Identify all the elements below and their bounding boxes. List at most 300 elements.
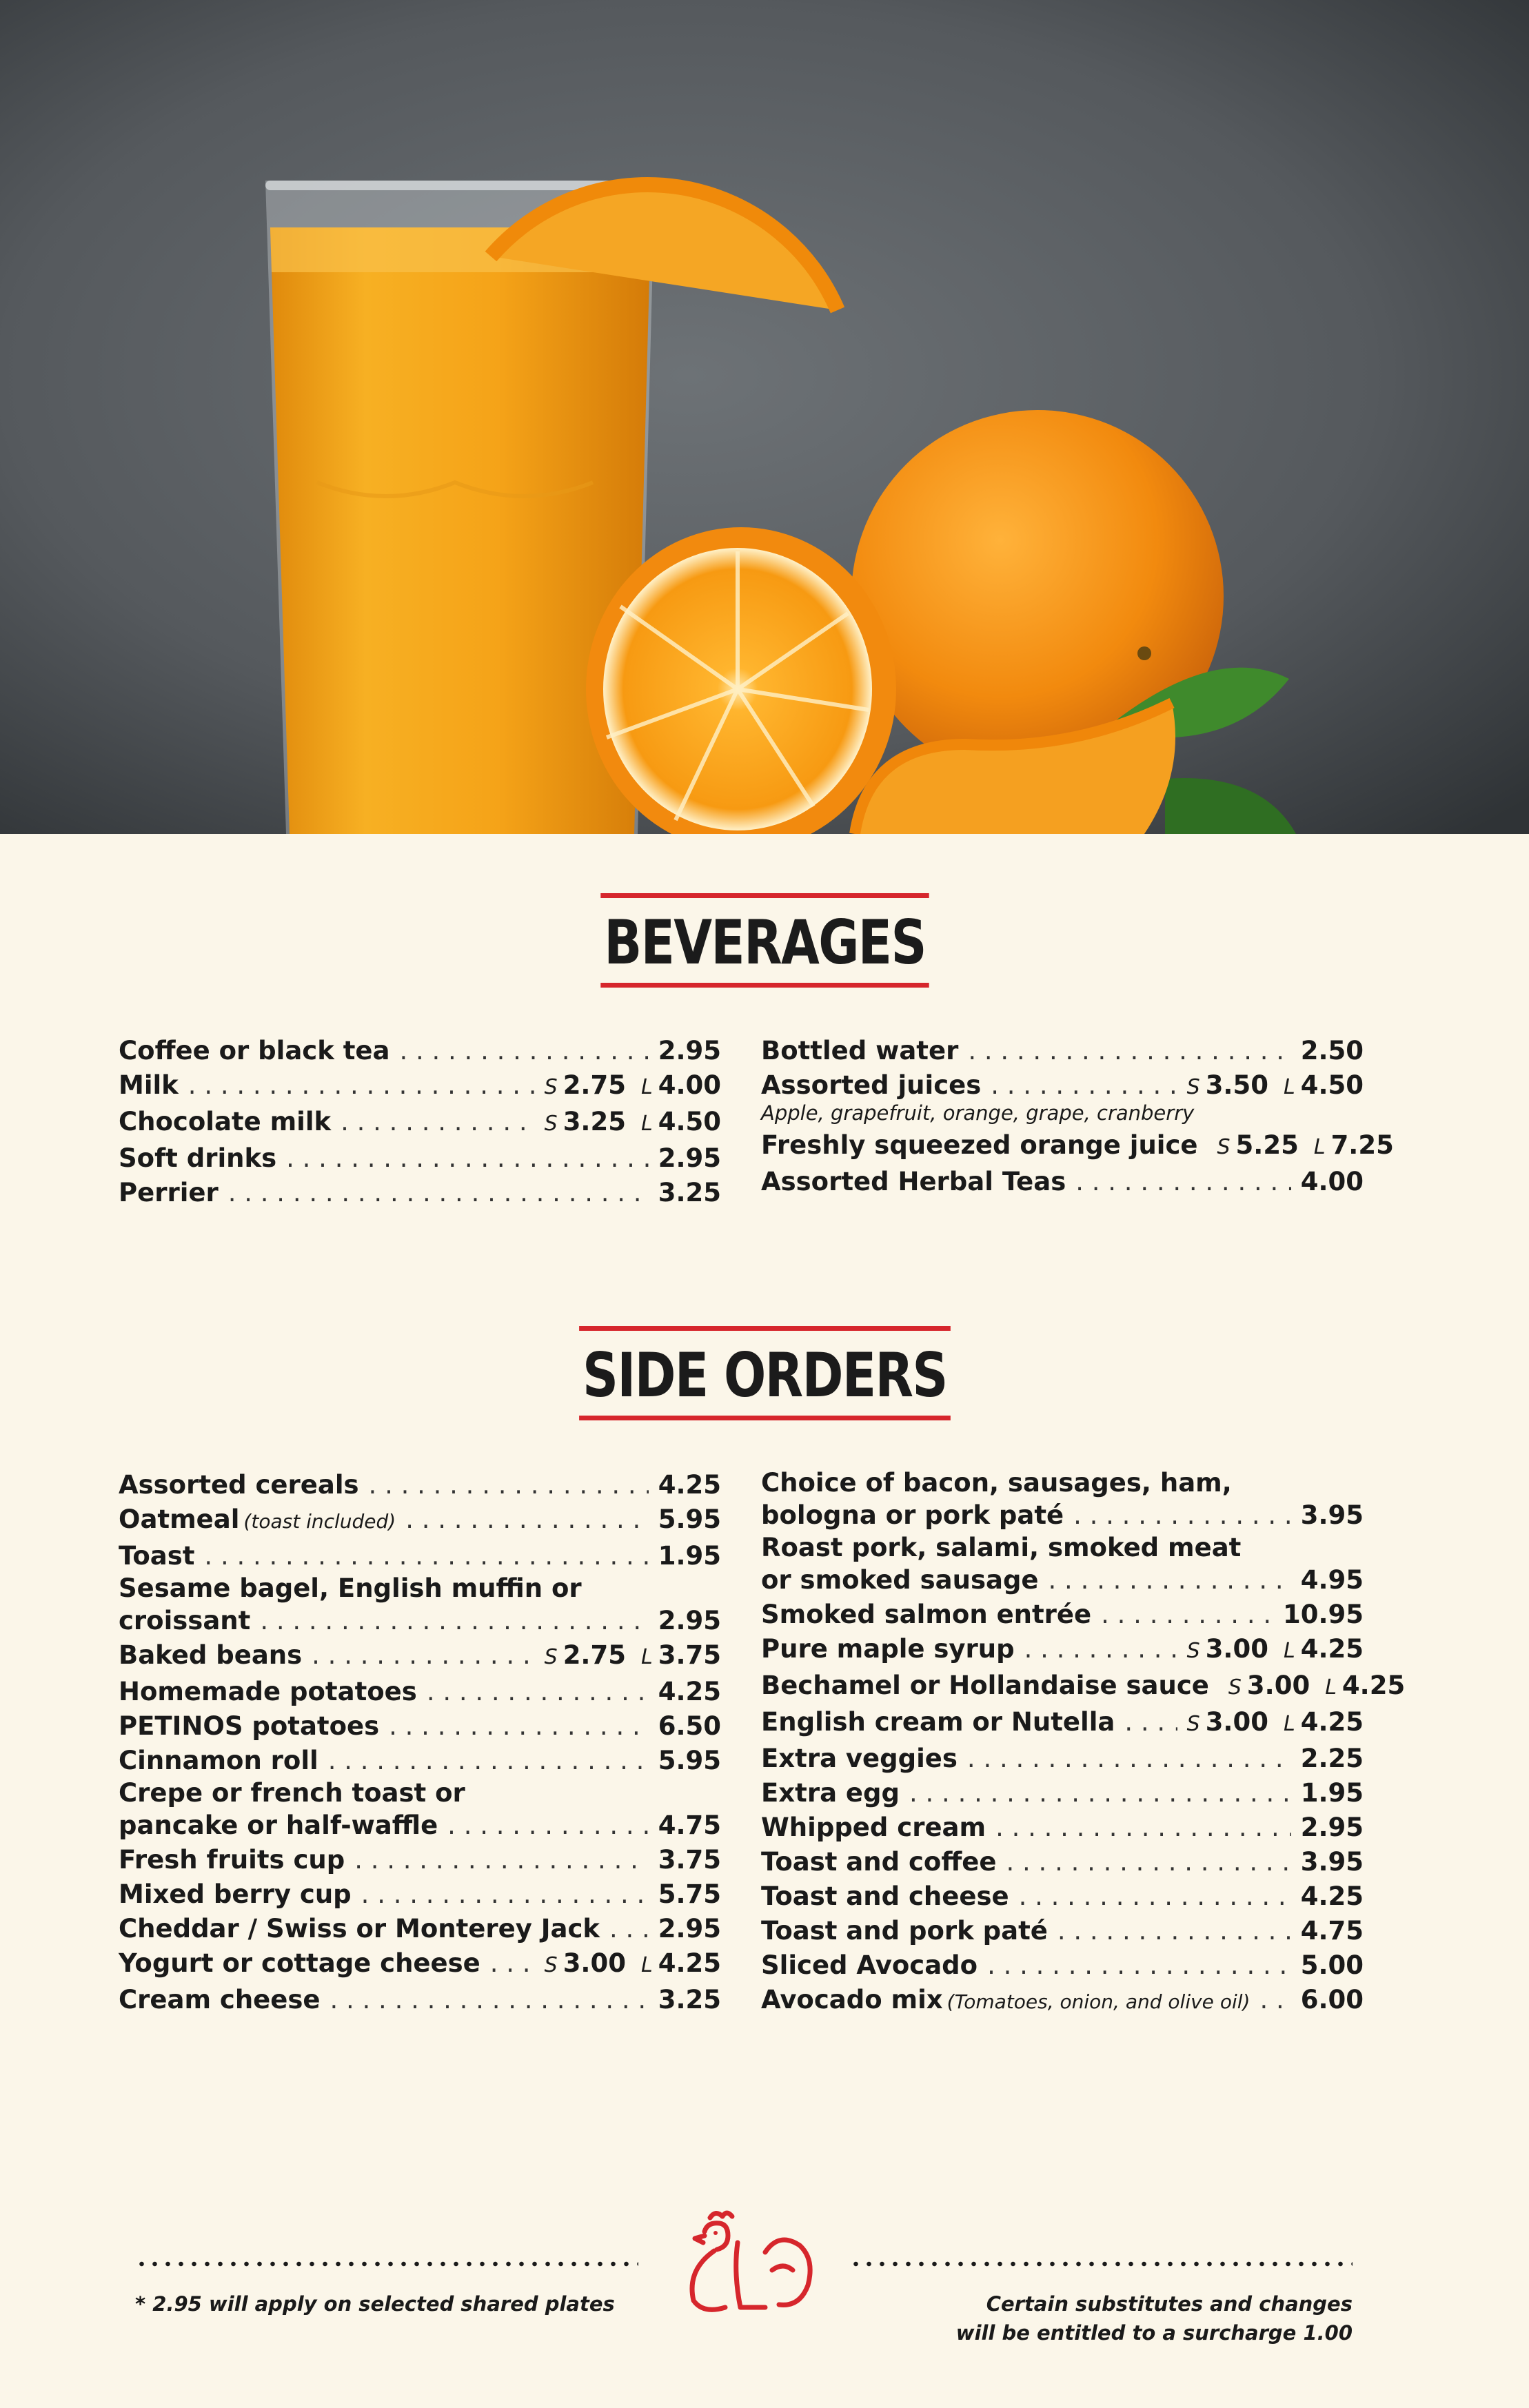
menu-item-name-text: Soft drinks: [119, 1143, 277, 1173]
menu-item-row: [761, 1598, 1364, 1632]
dot-leader: [1006, 1845, 1291, 1879]
menu-item-name-text: Assorted juices: [761, 1070, 982, 1100]
menu-item-row: [761, 1776, 1364, 1810]
menu-item-row: [119, 1468, 721, 1502]
menu-item-price: [545, 1638, 721, 1675]
size-label-small: S: [544, 1112, 558, 1136]
small-size-price: [545, 1070, 626, 1100]
menu-item-row: [119, 1946, 721, 1983]
menu-item: [119, 1502, 721, 1539]
menu-item-price: [1301, 1845, 1364, 1879]
dot-leader: [1101, 1598, 1273, 1632]
menu-item-row: [119, 1604, 721, 1638]
menu-item: [761, 1948, 1364, 1983]
menu-item: [761, 1776, 1364, 1810]
price-value: 2.95: [658, 1036, 721, 1065]
menu-item-name-text: or smoked sausage: [761, 1565, 1039, 1595]
menu-item: [119, 1176, 721, 1210]
price-small: 3.25: [563, 1107, 626, 1136]
large-size-price: [1325, 1671, 1405, 1700]
menu-item: [119, 1638, 721, 1675]
dot-leader: [405, 1502, 648, 1537]
footer-dotted-rule-left: [135, 2261, 638, 2267]
menu-item: [761, 1914, 1364, 1948]
menu-item: [761, 1533, 1364, 1598]
large-size-price: [1284, 1634, 1364, 1664]
menu-item-name: [761, 1845, 997, 1879]
menu-item-row: [761, 1914, 1364, 1948]
menu-item-name: [119, 1141, 276, 1176]
size-label-large: L: [640, 1953, 653, 1977]
size-label-large: L: [1313, 1135, 1326, 1159]
dot-leader: [995, 1810, 1291, 1845]
heading-rule-top: [579, 1326, 951, 1331]
menu-item-name: [119, 1744, 318, 1778]
menu-item-name-text: Bottled water: [761, 1036, 959, 1065]
menu-item-name: [119, 1034, 389, 1068]
menu-item-price: [658, 1539, 721, 1573]
price-large: 3.75: [658, 1640, 721, 1670]
heading-rule-bottom: [600, 983, 929, 988]
menu-item-name-text: Perrier: [119, 1178, 219, 1207]
menu-item-name-text: Extra veggies: [761, 1744, 958, 1773]
menu-item: [119, 1946, 721, 1983]
hero-photo: [0, 0, 1529, 834]
menu-item-name-text: Assorted cereals: [119, 1470, 359, 1500]
menu-item-row: [119, 1105, 721, 1141]
footer-left-note: * 2.95 will apply on selected shared plates: [135, 2292, 615, 2316]
menu-item-price: [1301, 1165, 1364, 1199]
menu-item-row: [761, 1068, 1364, 1105]
menu-item-name-text: Freshly squeezed orange juice: [761, 1130, 1198, 1160]
size-label-small: S: [544, 1953, 558, 1977]
price-value: 10.95: [1282, 1600, 1364, 1629]
dot-leader: [991, 1068, 1177, 1103]
size-label-small: S: [1228, 1675, 1242, 1700]
menu-item: [119, 1983, 721, 2017]
small-size-price: [1217, 1130, 1299, 1160]
menu-item-name: [119, 1176, 219, 1210]
menu-item-price: [658, 1983, 721, 2017]
menu-item-row: [761, 1669, 1406, 1705]
dot-leader: [260, 1604, 648, 1638]
menu-item-price: [1301, 1983, 1364, 2017]
menu-item-row: [761, 1948, 1364, 1983]
menu-item-price: [658, 1843, 721, 1877]
menu-item-name: [119, 1105, 331, 1139]
menu-item-name-text: Avocado mix: [761, 1985, 943, 2014]
menu-item-name: [761, 1128, 1198, 1163]
menu-item-name-text: Sliced Avocado: [761, 1950, 978, 1980]
menu-item-name: [119, 1946, 480, 1981]
footer-right-note: [956, 2289, 1353, 2347]
size-label-small: S: [544, 1645, 558, 1669]
menu-item-price: [1301, 1498, 1364, 1533]
menu-item-price: [658, 1808, 721, 1843]
menu-item-name: [761, 1983, 1250, 2019]
menu-item-name: [119, 1843, 345, 1877]
menu-item-name-text: Toast and cheese: [761, 1881, 1009, 1911]
dot-leader: [967, 1742, 1291, 1776]
menu-item-row: [119, 1983, 721, 2017]
price-value: 4.95: [1300, 1565, 1364, 1595]
price-large: 4.25: [1300, 1707, 1364, 1737]
menu-item: [119, 1034, 721, 1068]
small-size-price: [545, 1107, 626, 1136]
menu-item-price: [545, 1946, 721, 1983]
price-value: 5.95: [658, 1504, 721, 1534]
menu-item-price: [658, 1176, 721, 1210]
menu-item: [761, 1165, 1364, 1199]
menu-item-row: [761, 1165, 1364, 1199]
menu-item-name-text: Toast and pork paté: [761, 1916, 1048, 1946]
menu-item-price: [545, 1068, 721, 1105]
menu-item-name: [761, 1879, 1009, 1914]
menu-item-name-text: Whipped cream: [761, 1813, 986, 1842]
menu-item: [119, 1573, 721, 1638]
menu-item-name: [761, 1669, 1209, 1703]
size-label-large: L: [1283, 1075, 1295, 1099]
menu-item-name-text: Bechamel or Hollandaise sauce: [761, 1671, 1209, 1700]
beverages-right-column: [761, 1034, 1394, 1199]
price-value: 3.25: [658, 1178, 721, 1207]
dot-leader: [1049, 1563, 1291, 1598]
menu-item-price: [1301, 1879, 1364, 1914]
dot-leader: [228, 1176, 649, 1210]
menu-item: [119, 1744, 721, 1778]
menu-item-name-line1: Crepe or french toast or: [119, 1778, 465, 1808]
menu-item-price: [658, 1604, 721, 1638]
menu-item: [119, 1141, 721, 1176]
menu-item: [761, 1742, 1364, 1776]
price-large: 4.00: [658, 1070, 721, 1100]
price-value: 2.25: [1300, 1744, 1364, 1773]
menu-item-name: [761, 1914, 1048, 1948]
price-value: 6.50: [658, 1711, 721, 1741]
menu-item-row: [119, 1539, 721, 1573]
menu-item: [761, 1879, 1364, 1914]
menu-item-row: [119, 1176, 721, 1210]
menu-item-name: [761, 1034, 958, 1068]
price-value: 5.95: [658, 1746, 721, 1775]
menu-item-row: [761, 1879, 1364, 1914]
menu-item-name-text: pancake or half-waffle: [119, 1810, 438, 1840]
price-value: 4.25: [658, 1677, 721, 1706]
large-size-price: [641, 1070, 721, 1100]
menu-item-row: [761, 1034, 1364, 1068]
price-value: 4.25: [658, 1470, 721, 1500]
price-value: 1.95: [1300, 1778, 1364, 1808]
orange-juice-photo: [0, 0, 1529, 834]
large-size-price: [1314, 1130, 1394, 1160]
price-value: 3.95: [1300, 1847, 1364, 1877]
small-size-price: [1187, 1634, 1268, 1664]
price-small: 2.75: [563, 1640, 626, 1670]
large-size-price: [1284, 1707, 1364, 1737]
menu-item-inline-note: (Tomatoes, onion, and olive oil): [946, 1990, 1250, 2013]
menu-item-price: [545, 1105, 721, 1141]
menu-item-row: [119, 1709, 721, 1744]
menu-item-name-text: Toast and coffee: [761, 1847, 997, 1877]
menu-item-name-text: Extra egg: [761, 1778, 900, 1808]
menu-item-name-line1: Roast pork, salami, smoked meat: [761, 1533, 1242, 1562]
menu-item-price: [658, 1141, 721, 1176]
menu-item: [119, 1675, 721, 1709]
large-size-price: [641, 1107, 721, 1136]
menu-item-name: [119, 1638, 302, 1673]
price-value: 4.00: [1300, 1167, 1364, 1196]
menu-item-name-text: croissant: [119, 1606, 251, 1635]
menu-item-row: [761, 1498, 1364, 1533]
menu-item: [761, 1845, 1364, 1879]
size-label-small: S: [1217, 1135, 1231, 1159]
menu-item: [761, 1632, 1364, 1669]
menu-item-name: [119, 1468, 359, 1502]
menu-item-row: [119, 1141, 721, 1176]
dot-leader: [361, 1877, 649, 1912]
menu-item-row: [119, 1744, 721, 1778]
size-label-small: S: [1186, 1712, 1200, 1736]
menu-item-price: [1187, 1068, 1364, 1105]
price-value: 2.50: [1300, 1036, 1364, 1065]
menu-item-row: [761, 1128, 1394, 1165]
footer-right-note-line2: will be entitled to a surcharge 1.00: [955, 2321, 1353, 2345]
menu-item-row: [761, 1563, 1364, 1598]
price-value: 3.25: [658, 1985, 721, 2014]
rooster-logo-icon: [662, 2204, 827, 2321]
beverages-heading: [600, 893, 929, 988]
menu-item-price: [1187, 1632, 1364, 1669]
dot-leader: [389, 1709, 649, 1744]
price-large: 7.25: [1330, 1130, 1394, 1160]
menu-item-name: [119, 1068, 179, 1103]
menu-item-price: [1301, 1810, 1364, 1845]
menu-item: [119, 1468, 721, 1502]
dot-leader: [312, 1638, 534, 1673]
footer-dotted-rule-right: [849, 2261, 1353, 2267]
menu-item-name-text: English cream or Nutella: [761, 1707, 1115, 1737]
price-value: 3.75: [658, 1845, 721, 1875]
small-size-price: [545, 1948, 626, 1978]
menu-item: [119, 1105, 721, 1141]
small-size-price: [1228, 1671, 1310, 1700]
menu-item-name: [119, 1877, 352, 1912]
price-value: 6.00: [1300, 1985, 1364, 2014]
menu-item-name-text: Toast: [119, 1541, 195, 1571]
menu-item-name-line1: Choice of bacon, sausages, ham,: [761, 1468, 1232, 1498]
dot-leader: [369, 1468, 649, 1502]
dot-leader: [909, 1776, 1291, 1810]
menu-item-row: [119, 1034, 721, 1068]
menu-item-row: [119, 1843, 721, 1877]
menu-item-name-text: Cream cheese: [119, 1985, 321, 2014]
heading-rule-top: [600, 893, 929, 898]
menu-item-price: [658, 1502, 721, 1537]
dot-leader: [1057, 1914, 1291, 1948]
menu-item-price: [1301, 1034, 1364, 1068]
menu-item-price: [1283, 1598, 1364, 1632]
price-value: 2.95: [658, 1914, 721, 1943]
size-label-large: L: [640, 1645, 653, 1669]
price-value: 2.95: [658, 1143, 721, 1173]
menu-item-price: [658, 1468, 721, 1502]
price-large: 4.50: [658, 1107, 721, 1136]
menu-item-row: [761, 1705, 1364, 1742]
menu-item: [119, 1912, 721, 1946]
menu-item-name: [761, 1705, 1115, 1739]
price-value: 4.75: [658, 1810, 721, 1840]
menu-item-name: [119, 1983, 320, 2017]
price-small: 3.00: [563, 1948, 626, 1978]
menu-item-name: [761, 1165, 1066, 1199]
menu-item-price: [658, 1912, 721, 1946]
menu-item-price: [1301, 1914, 1364, 1948]
menu-item-price: [1301, 1948, 1364, 1983]
menu-item-name: [761, 1810, 986, 1845]
menu-item-row: [119, 1877, 721, 1912]
menu-item: [119, 1843, 721, 1877]
price-large: 4.25: [1300, 1634, 1364, 1664]
price-value: 4.25: [1300, 1881, 1364, 1911]
price-value: 5.75: [658, 1879, 721, 1909]
dot-leader: [609, 1912, 649, 1946]
menu-item-row: [119, 1912, 721, 1946]
menu-item-name-text: Mixed berry cup: [119, 1879, 352, 1909]
price-small: 2.75: [563, 1070, 626, 1100]
heading-rule-bottom: [579, 1416, 951, 1420]
menu-item: [119, 1709, 721, 1744]
footer-right-note-line1: Certain substitutes and changes: [986, 2292, 1353, 2316]
menu-item-row: [119, 1638, 721, 1675]
menu-item-price: [658, 1744, 721, 1778]
dot-leader: [490, 1946, 535, 1981]
menu-item-row: [119, 1502, 721, 1539]
price-small: 3.00: [1246, 1671, 1310, 1700]
menu-item: [761, 1598, 1364, 1632]
dot-leader: [1024, 1632, 1177, 1666]
menu-item-name: [119, 1912, 600, 1946]
menu-item-name: [761, 1563, 1039, 1598]
menu-item-price: [1217, 1128, 1394, 1165]
menu-item: [119, 1877, 721, 1912]
small-size-price: [1187, 1070, 1268, 1100]
dot-leader: [286, 1141, 649, 1176]
menu-item: [761, 1983, 1364, 2019]
side-orders-title: SIDE ORDERS: [582, 1340, 947, 1411]
menu-item-name: [119, 1539, 194, 1573]
menu-item: [761, 1034, 1364, 1068]
side-orders-left-column: [119, 1468, 721, 2017]
beverages-left-column: [119, 1034, 721, 1210]
menu-item: [761, 1669, 1406, 1705]
menu-item-name-text: bologna or pork paté: [761, 1500, 1064, 1530]
menu-item: [119, 1068, 721, 1105]
size-label-large: L: [640, 1075, 653, 1099]
menu-item: [761, 1128, 1394, 1165]
menu-item-price: [1187, 1705, 1364, 1742]
small-size-price: [545, 1640, 626, 1670]
menu-item-name-text: Yogurt or cottage cheese: [119, 1948, 480, 1978]
menu-item-name: [119, 1808, 438, 1843]
menu-item-name-text: Cinnamon roll: [119, 1746, 318, 1775]
small-size-price: [1187, 1707, 1268, 1737]
menu-item-name-text: Pure maple syrup: [761, 1634, 1015, 1664]
dot-leader: [1075, 1165, 1290, 1199]
menu-item-name-text: Milk: [119, 1070, 179, 1100]
dot-leader: [447, 1808, 649, 1843]
menu-item-name: [761, 1948, 978, 1983]
price-large: 4.25: [1341, 1671, 1406, 1700]
menu-item-name: [761, 1632, 1015, 1666]
menu-item-name-text: Baked beans: [119, 1640, 303, 1670]
menu-item-name: [761, 1068, 981, 1103]
menu-item-row: [761, 1632, 1364, 1669]
dot-leader: [399, 1034, 648, 1068]
menu-item-row: [119, 1808, 721, 1843]
dot-leader: [1124, 1705, 1177, 1739]
menu-item-name-text: PETINOS potatoes: [119, 1711, 380, 1741]
menu-item-name-text: Coffee or black tea: [119, 1036, 390, 1065]
menu-item-name: [119, 1502, 396, 1539]
price-value: 3.95: [1300, 1500, 1364, 1530]
menu-item-inline-note: (toast included): [243, 1510, 396, 1533]
menu-item-price: [1301, 1563, 1364, 1598]
dot-leader: [204, 1539, 648, 1573]
dot-leader: [427, 1675, 649, 1709]
menu-item-row: [761, 1983, 1364, 2019]
price-value: 2.95: [1300, 1813, 1364, 1842]
menu-item-row: [761, 1810, 1364, 1845]
menu-item: [119, 1539, 721, 1573]
menu-item-row: [761, 1742, 1364, 1776]
menu-item-price: [1228, 1669, 1405, 1705]
price-large: 4.25: [658, 1948, 721, 1978]
menu-item-row: [119, 1675, 721, 1709]
price-large: 4.50: [1300, 1070, 1364, 1100]
menu-item-name-text: Homemade potatoes: [119, 1677, 417, 1706]
price-small: 3.50: [1205, 1070, 1268, 1100]
dot-leader: [330, 1983, 648, 2017]
size-label-large: L: [1283, 1712, 1295, 1736]
dot-leader: [1019, 1879, 1291, 1914]
menu-item-price: [658, 1709, 721, 1744]
menu-item: [761, 1705, 1364, 1742]
size-label-large: L: [1283, 1639, 1295, 1663]
size-label-large: L: [640, 1112, 653, 1136]
menu-item-price: [658, 1675, 721, 1709]
dot-leader: [1073, 1498, 1291, 1533]
dot-leader: [328, 1744, 649, 1778]
menu-item: [761, 1810, 1364, 1845]
beverages-title: BEVERAGES: [603, 907, 926, 978]
dot-leader: [968, 1034, 1290, 1068]
menu-item-name: [761, 1742, 958, 1776]
menu-item-row: [761, 1845, 1364, 1879]
large-size-price: [1284, 1070, 1364, 1100]
menu-item-name-text: Smoked salmon entrée: [761, 1600, 1092, 1629]
menu-item-name: [119, 1709, 379, 1744]
menu-item-price: [658, 1877, 721, 1912]
price-value: 1.95: [658, 1541, 721, 1571]
price-value: 2.95: [658, 1606, 721, 1635]
side-orders-heading: [579, 1326, 951, 1420]
menu-item-name: [761, 1776, 900, 1810]
size-label-small: S: [544, 1075, 558, 1099]
menu-item-row: [119, 1068, 721, 1105]
large-size-price: [641, 1948, 721, 1978]
price-small: 5.25: [1235, 1130, 1299, 1160]
menu-item-name-text: Oatmeal: [119, 1504, 240, 1534]
